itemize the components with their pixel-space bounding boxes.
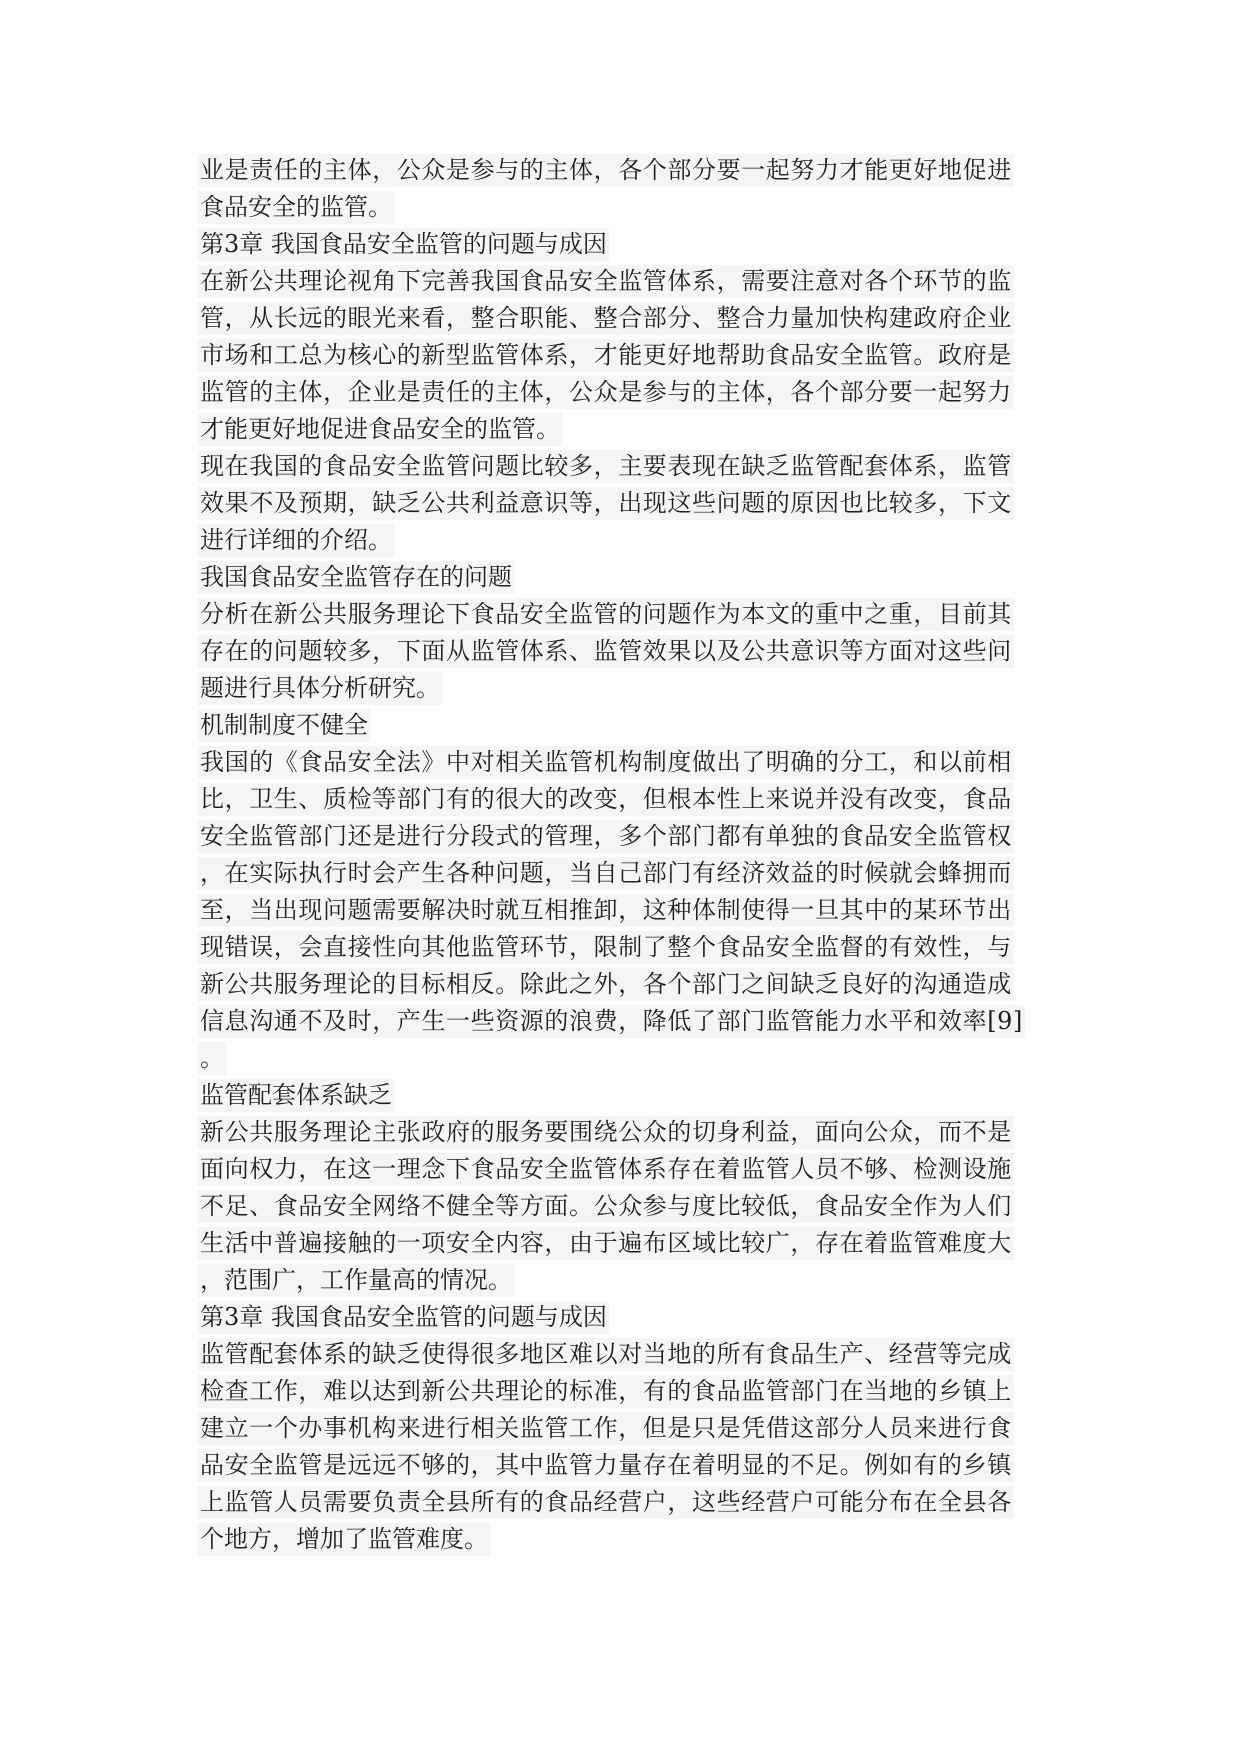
text-line-content: 品安全监管是远远不够的，其中监管力量存在着明显的不足。例如有的乡镇 <box>198 1449 1014 1482</box>
text-line-content: 题进行具体分析研究。 <box>198 672 442 705</box>
text-line <box>198 855 1032 892</box>
text-line-content: 我国食品安全监管存在的问题 <box>198 561 514 594</box>
text-line-content: 机制制度不健全 <box>198 709 370 742</box>
text-line <box>198 1003 1032 1040</box>
text-line-content: 才能更好地促进食品安全的监管。 <box>198 413 562 446</box>
text-line-content: 安全监管部门还是进行分段式的管理，多个部门都有单独的食品安全监管权 <box>198 820 1014 853</box>
text-line-content: 。 <box>198 1042 226 1075</box>
text-line <box>198 374 1032 411</box>
text-line <box>198 300 1032 337</box>
text-line <box>198 1336 1032 1373</box>
text-line-content: 监管的主体，企业是责任的主体，公众是参与的主体，各个部分要一起努力 <box>198 376 1014 409</box>
text-line <box>198 411 1032 448</box>
text-line-content: 监管配套体系缺乏 <box>198 1079 394 1112</box>
text-line <box>198 781 1032 818</box>
text-line-content: 比，卫生、质检等部门有的很大的改变，但根本性上来说并没有改变，食品 <box>198 783 1014 816</box>
text-line <box>198 1040 1032 1077</box>
text-line <box>198 1447 1032 1484</box>
text-line-content: 在新公共理论视角下完善我国食品安全监管体系，需要注意对各个环节的监 <box>198 265 1014 298</box>
text-line <box>198 596 1032 633</box>
text-line <box>198 744 1032 781</box>
text-line-content: 管，从长远的眼光来看，整合职能、整合部分、整合力量加快构建政府企业 <box>198 302 1014 335</box>
text-line-content: 效果不及预期，缺乏公共利益意识等，出现这些问题的原因也比较多，下文 <box>198 487 1014 520</box>
text-line <box>198 559 1032 596</box>
text-line-content: 面向权力，在这一理念下食品安全监管体系存在着监管人员不够、检测设施 <box>198 1153 1014 1186</box>
text-line <box>198 818 1032 855</box>
text-line <box>198 226 1032 263</box>
text-line <box>198 1225 1032 1262</box>
text-line-content: 生活中普遍接触的一项安全内容，由于遍布区域比较广，存在着监管难度大 <box>198 1227 1014 1260</box>
text-line-content: 我国的《食品安全法》中对相关监管机构制度做出了明确的分工，和以前相 <box>198 746 1014 779</box>
text-line <box>198 189 1032 226</box>
text-line <box>198 152 1032 189</box>
text-line-content: ，在实际执行时会产生各种问题，当自己部门有经济效益的时候就会蜂拥而 <box>198 857 1014 890</box>
text-line <box>198 337 1032 374</box>
document-body <box>198 152 1032 1558</box>
text-line-content: 不足、食品安全网络不健全等方面。公众参与度比较低，食品安全作为人们 <box>198 1190 1014 1223</box>
text-line-content: 个地方，增加了监管难度。 <box>198 1523 490 1556</box>
text-line <box>198 1410 1032 1447</box>
text-line-content: 现在我国的食品安全监管问题比较多，主要表现在缺乏监管配套体系，监管 <box>198 450 1014 483</box>
text-line <box>198 1114 1032 1151</box>
text-line <box>198 1151 1032 1188</box>
text-line <box>198 1077 1032 1114</box>
text-line <box>198 263 1032 300</box>
text-line <box>198 670 1032 707</box>
text-line-content: 进行详细的介绍。 <box>198 524 394 557</box>
text-line-content: 检查工作，难以达到新公共理论的标准，有的食品监管部门在当地的乡镇上 <box>198 1375 1014 1408</box>
text-line-content: 新公共服务理论主张政府的服务要围绕公众的切身利益，面向公众，而不是 <box>198 1116 1014 1149</box>
text-line <box>198 1484 1032 1521</box>
text-line <box>198 1299 1032 1336</box>
text-line <box>198 448 1032 485</box>
text-line <box>198 892 1032 929</box>
text-line <box>198 1521 1032 1558</box>
text-line-content: ，范围广，工作量高的情况。 <box>198 1264 514 1297</box>
text-line-content: 第3章 我国食品安全监管的问题与成因 <box>198 1301 609 1334</box>
text-line-content: 监管配套体系的缺乏使得很多地区难以对当地的所有食品生产、经营等完成 <box>198 1338 1014 1371</box>
text-line <box>198 522 1032 559</box>
text-line-content: 分析在新公共服务理论下食品安全监管的问题作为本文的重中之重，目前其 <box>198 598 1014 631</box>
text-line-content: 上监管人员需要负责全县所有的食品经营户，这些经营户可能分布在全县各 <box>198 1486 1014 1519</box>
text-line <box>198 707 1032 744</box>
text-line-content: 信息沟通不及时，产生一些资源的浪费，降低了部门监管能力水平和效率[9] <box>198 1005 1025 1038</box>
text-line <box>198 1262 1032 1299</box>
text-line-content: 食品安全的监管。 <box>198 191 394 224</box>
text-line-content: 市场和工总为核心的新型监管体系，才能更好地帮助食品安全监管。政府是 <box>198 339 1014 372</box>
text-line <box>198 929 1032 966</box>
text-line <box>198 1188 1032 1225</box>
text-line-content: 现错误，会直接性向其他监管环节，限制了整个食品安全监督的有效性，与 <box>198 931 1014 964</box>
text-line-content: 存在的问题较多，下面从监管体系、监管效果以及公共意识等方面对这些问 <box>198 635 1014 668</box>
text-line-content: 至，当出现问题需要解决时就互相推卸，这种体制使得一旦其中的某环节出 <box>198 894 1014 927</box>
text-line <box>198 485 1032 522</box>
text-line <box>198 633 1032 670</box>
text-line-content: 建立一个办事机构来进行相关监管工作，但是只是凭借这部分人员来进行食 <box>198 1412 1014 1445</box>
text-line-content: 第3章 我国食品安全监管的问题与成因 <box>198 228 609 261</box>
text-line-content: 新公共服务理论的目标相反。除此之外，各个部门之间缺乏良好的沟通造成 <box>198 968 1014 1001</box>
text-line <box>198 966 1032 1003</box>
text-line-content: 业是责任的主体，公众是参与的主体，各个部分要一起努力才能更好地促进 <box>198 154 1014 187</box>
text-line <box>198 1373 1032 1410</box>
